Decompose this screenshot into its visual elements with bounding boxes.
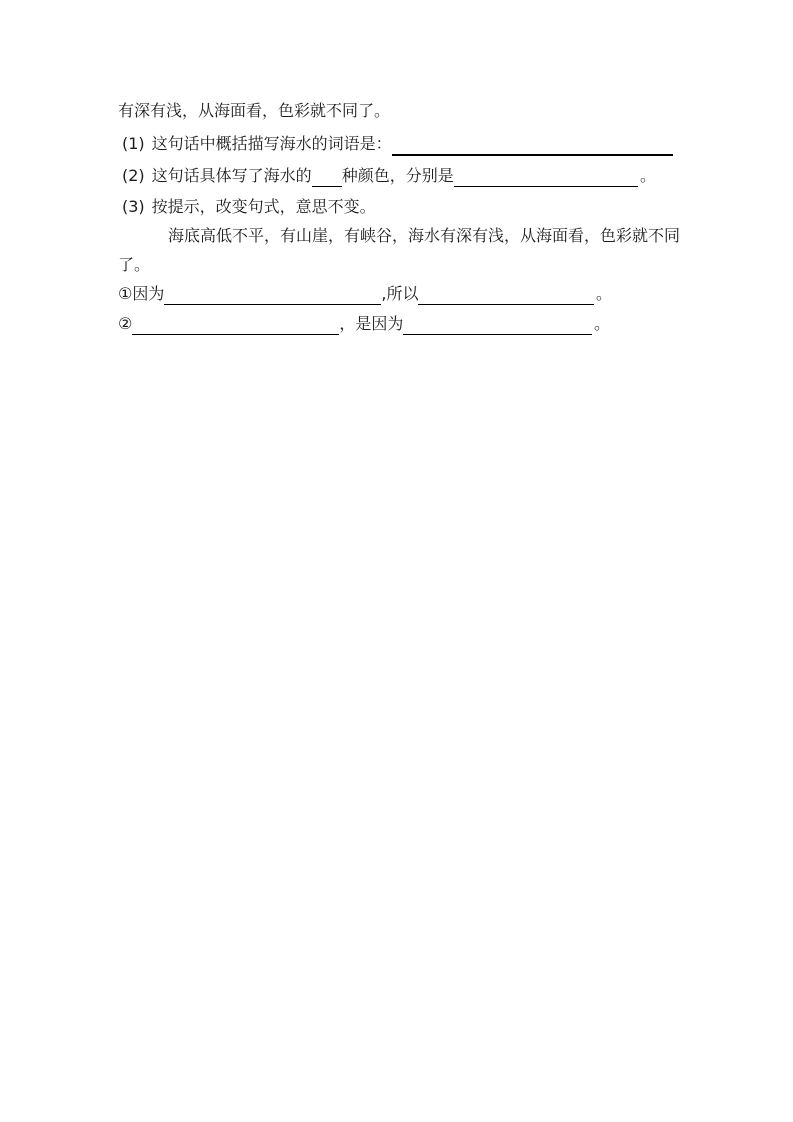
- question-2-answer-blank: [454, 165, 638, 187]
- sentence-2-period: 。: [593, 314, 610, 333]
- passage-line-2: [118, 254, 150, 276]
- question-2-number: (2): [122, 166, 145, 185]
- question-2-count-blank: [312, 165, 342, 187]
- sentence-1-marker: ①: [118, 284, 133, 303]
- sentence-2-text-is-because: ，是因为: [339, 314, 404, 333]
- question-3: [122, 196, 376, 218]
- sentence-1-text-because: 因为: [132, 284, 165, 303]
- sentence-1-period: 。: [595, 284, 612, 303]
- question-3-text: 按提示，改变句式，意思不变。: [151, 197, 376, 216]
- sentence-2-marker: ②: [118, 314, 133, 333]
- sentence-1-text-so: ,所以: [381, 284, 419, 303]
- question-1-answer-blank: [392, 133, 673, 156]
- passage-line-1: [168, 225, 680, 247]
- question-1-number: (1): [122, 134, 145, 153]
- question-1: [122, 133, 673, 155]
- sentence-1-cause-blank: [164, 283, 381, 305]
- passage-text-2: 了。: [118, 255, 151, 274]
- passage-text-1: 海底高低不平，有山崖，有峡谷，海水有深有浅，从海面看，色彩就不同: [168, 226, 681, 245]
- sentence-2-effect-blank: [132, 313, 339, 335]
- question-2-period: 。: [639, 166, 656, 185]
- intro-line: [118, 100, 390, 122]
- sentence-2: [118, 313, 610, 335]
- question-2: [122, 165, 656, 187]
- sentence-1: [118, 283, 612, 305]
- question-2-text-after: 种颜色，分别是: [341, 166, 454, 185]
- question-2-text-before: 这句话具体写了海水的: [151, 166, 312, 185]
- intro-text: 有深有浅，从海面看，色彩就不同了。: [118, 101, 391, 120]
- question-1-text: 这句话中概括描写海水的词语是：: [151, 134, 392, 153]
- sentence-1-effect-blank: [418, 283, 594, 305]
- sentence-2-cause-blank: [403, 313, 592, 335]
- question-3-number: (3): [122, 197, 145, 216]
